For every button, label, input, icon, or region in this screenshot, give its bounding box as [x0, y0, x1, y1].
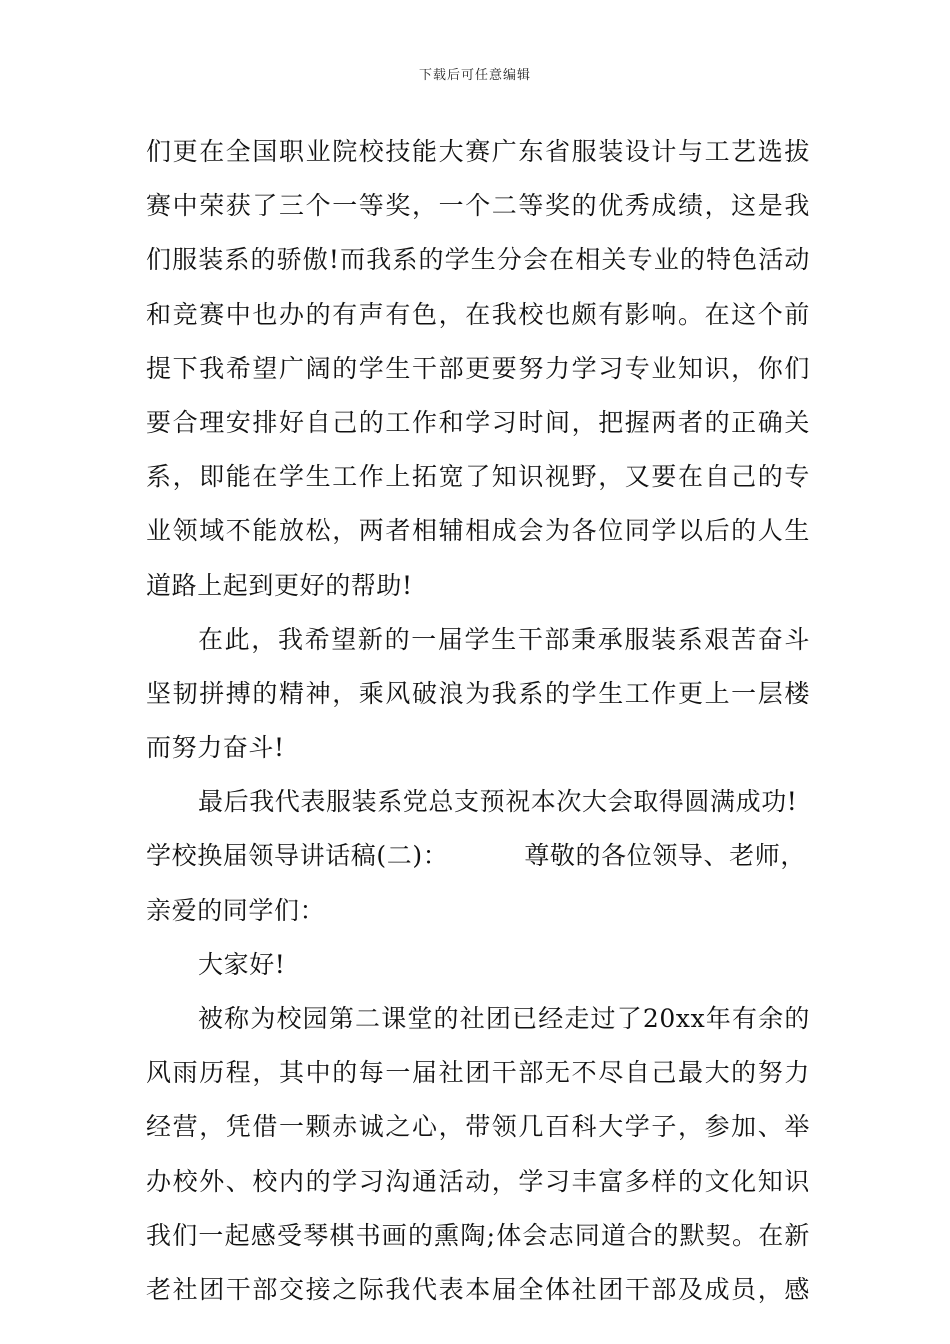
paragraph-line: 我们一起感受琴棋书画的熏陶;体会志同道合的默契。在新 — [146, 1220, 810, 1250]
paragraph-line: 们更在全国职业院校技能大赛广东省服装设计与工艺选拔 — [146, 137, 810, 166]
paragraph-line: 最后我代表服装系党总支预祝本次大会取得圆满成功! — [198, 787, 798, 817]
paragraph-line: 在此，我希望新的一届学生干部秉承服装系艰苦奋斗 — [198, 624, 810, 654]
paragraph-line: 们服装系的骄傲!而我系的学生分会在相关专业的特色活动 — [146, 245, 810, 275]
speech-title: 学校换届领导讲话稿(二)： — [146, 841, 449, 871]
paragraph-line: 大家好! — [198, 949, 286, 979]
paragraph-line: 经营，凭借一颗赤诚之心，带领几百科大学子，参加、举 — [146, 1112, 810, 1142]
paragraph-line: 风雨历程，其中的每一届社团干部无不尽自己最大的努力 — [146, 1058, 810, 1088]
paragraph-line: 业领域不能放松，两者相辅相成会为各位同学以后的人生 — [146, 516, 810, 546]
paragraph-line: 和竞赛中也办的有声有色，在我校也颇有影响。在这个前 — [146, 299, 810, 329]
paragraph-line: 道路上起到更好的帮助! — [146, 570, 413, 600]
paragraph-line: 老社团干部交接之际我代表本届全体社团干部及成员，感 — [146, 1274, 810, 1304]
paragraph-line: 坚韧拼搏的精神，乘风破浪为我系的学生工作更上一层楼 — [146, 678, 810, 708]
paragraph-line: 办校外、校内的学习沟通活动，学习丰富多样的文化知识 — [146, 1166, 810, 1196]
salutation: 尊敬的各位领导、老师， — [524, 841, 806, 871]
page-header: 下载后可任意编辑 — [418, 68, 531, 83]
paragraph-line: 被称为校园第二课堂的社团已经走过了20xx年有余的 — [198, 1004, 810, 1033]
paragraph-line: 赛中荣获了三个一等奖，一个二等奖的优秀成绩，这是我 — [146, 191, 810, 221]
paragraph-line: 提下我希望广阔的学生干部更要努力学习专业知识，你们 — [146, 353, 810, 383]
paragraph-line: 系，即能在学生工作上拓宽了知识视野，又要在自己的专 — [146, 462, 810, 492]
paragraph-line: 要合理安排好自己的工作和学习时间，把握两者的正确关 — [146, 407, 810, 437]
speech-title-line — [146, 829, 810, 883]
document-body — [146, 125, 810, 1317]
paragraph-line: 亲爱的同学们： — [146, 895, 326, 925]
paragraph-line: 而努力奋斗! — [146, 733, 285, 763]
